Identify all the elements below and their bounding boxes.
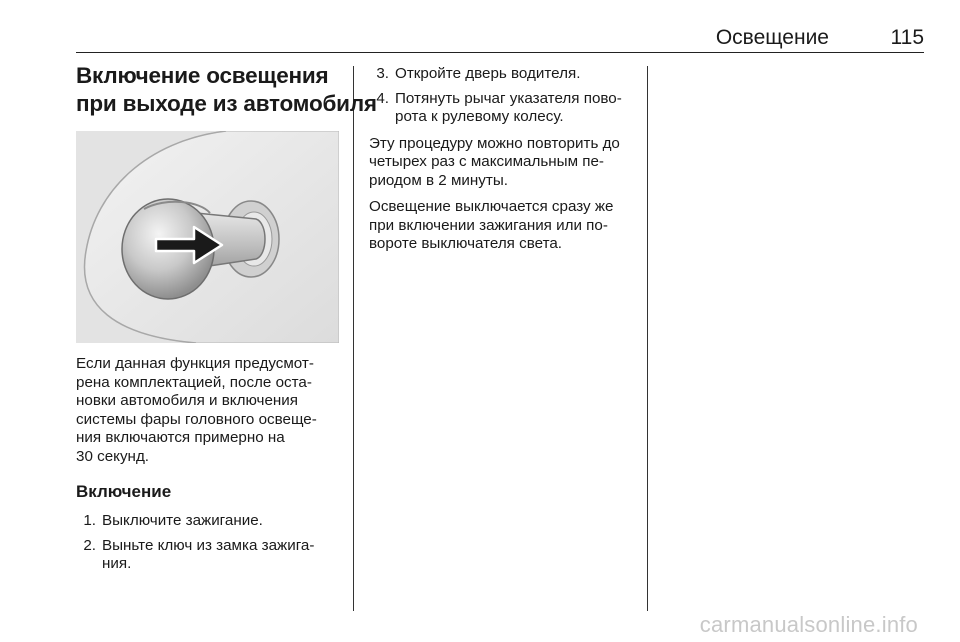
paragraph-line: Освещение выключается сразу же [369, 198, 614, 215]
intro-line: системы фары головного освеще- [76, 410, 317, 428]
step-text: Потянуть рычаг указателя пово- [395, 89, 622, 107]
paragraph-line: Эту процедуру можно повторить до [369, 134, 620, 152]
steps-list-left [76, 512, 341, 574]
steps-list-right [369, 65, 637, 127]
heading-line-1: Включение освещения [76, 63, 329, 88]
list-item [369, 90, 637, 127]
section-title: Освещение [715, 26, 829, 49]
turn-signal-lever-illustration [76, 131, 339, 343]
step-text: рота к рулевому колесу. [395, 108, 564, 125]
step-text: ния. [102, 555, 132, 572]
column-divider-1 [353, 66, 354, 611]
list-item [369, 65, 637, 84]
heading-line-2: при выходе из автомобиля [76, 91, 377, 116]
intro-line: Если данная функция предусмот- [76, 355, 314, 372]
step-number: 1. [83, 512, 96, 529]
page-number: 115 [890, 26, 924, 49]
intro-paragraph [76, 355, 341, 466]
paragraph-line: вороте выключателя света. [369, 235, 563, 252]
step-number: 2. [83, 536, 96, 554]
step-number: 4. [376, 89, 389, 107]
intro-line: 30 секунд. [76, 447, 150, 465]
step-text: Откройте дверь водителя. [395, 65, 581, 82]
paragraph-line: риодом в 2 минуты. [369, 171, 508, 189]
watermark: carmanualsonline.info [699, 612, 918, 637]
subheading-activation: Включение [76, 482, 172, 501]
section-heading [76, 62, 377, 118]
list-item [76, 512, 341, 531]
step-text: Выключите зажигание. [102, 512, 263, 529]
intro-line: новки автомобиля и включения [76, 392, 298, 409]
switch-off-paragraph [369, 198, 637, 254]
column-divider-2 [647, 66, 648, 611]
intro-line: рена комплектацией, после оста- [76, 373, 312, 391]
step-text: Выньте ключ из замка зажига- [102, 536, 315, 554]
page-header [76, 26, 924, 53]
paragraph-line: при включении зажигания или по- [369, 216, 608, 234]
step-number: 3. [376, 65, 389, 82]
left-column [76, 62, 377, 574]
intro-line: ния включаются примерно на [76, 429, 285, 446]
right-column [369, 62, 637, 254]
list-item [76, 537, 341, 574]
repeat-paragraph [369, 135, 637, 191]
paragraph-line: четырех раз с максимальным пе- [369, 153, 604, 170]
